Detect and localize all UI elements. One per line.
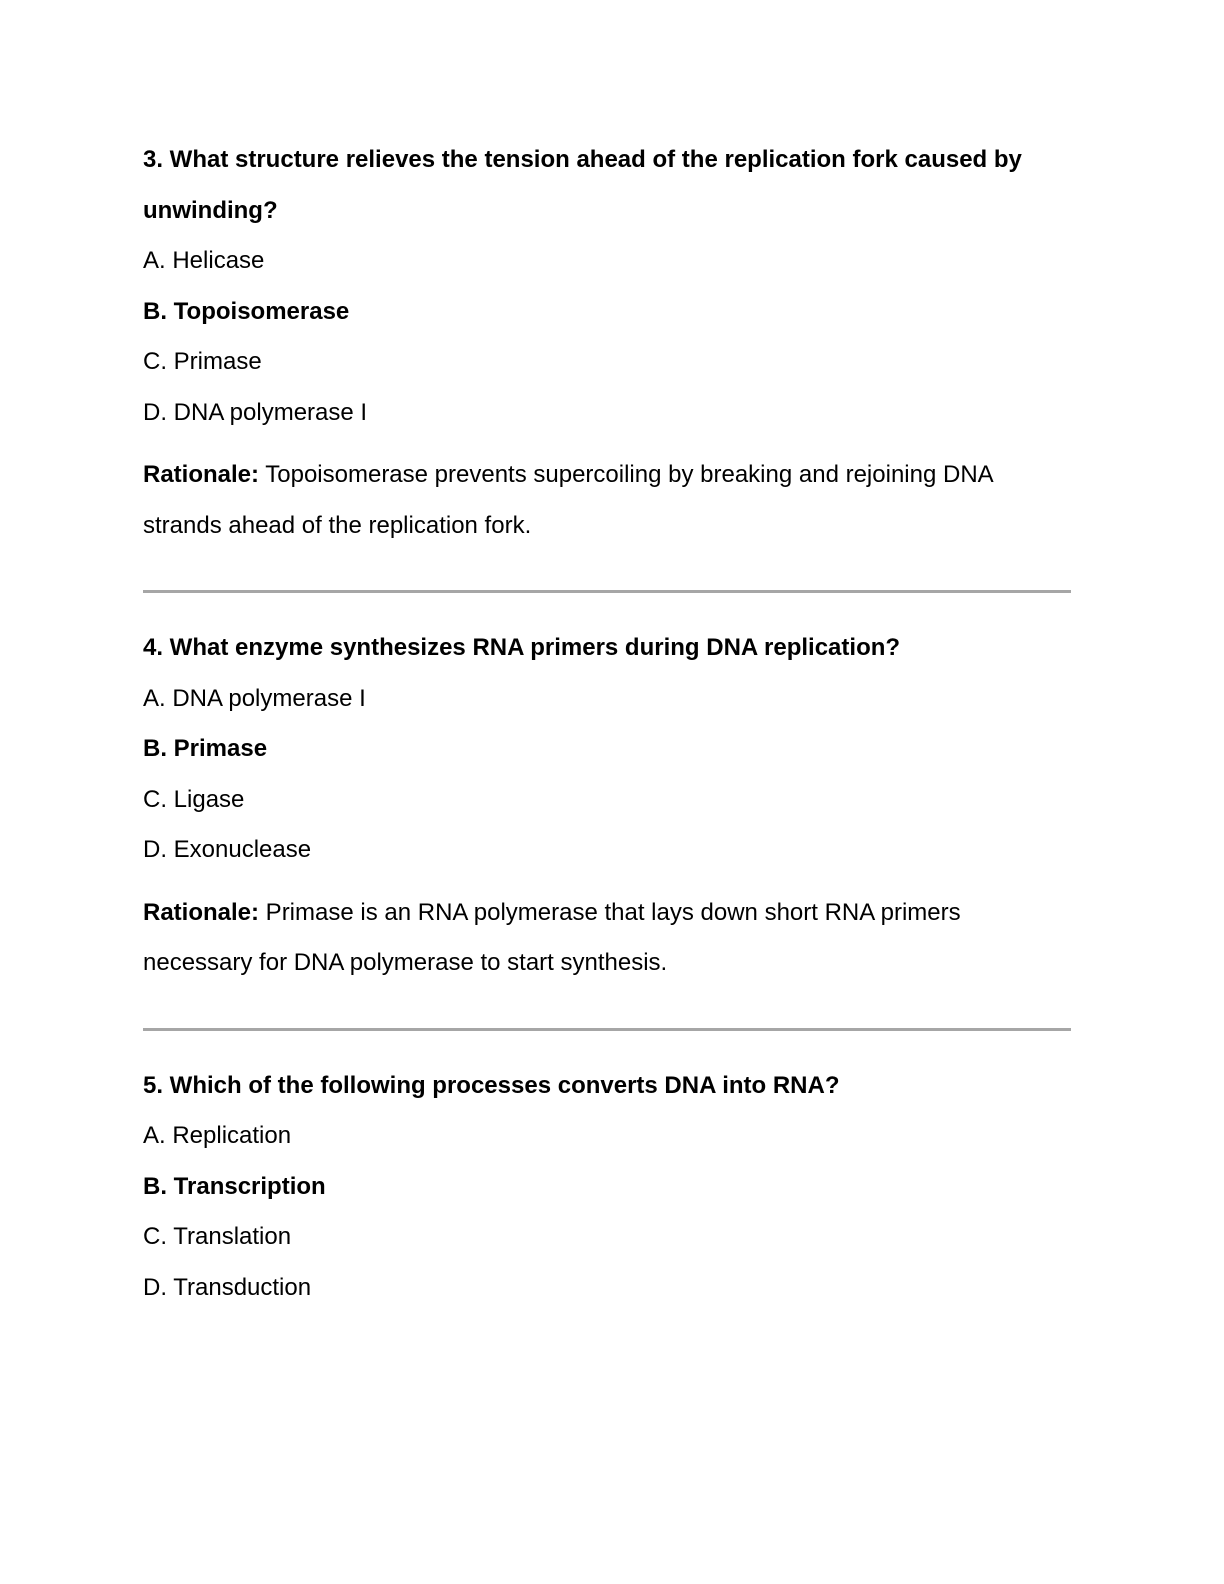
- answer-option: D. DNA polymerase I: [143, 398, 368, 426]
- question-text: 5. Which of the following processes converts DNA into RNA?: [143, 1071, 840, 1099]
- rationale-text: Topoisomerase prevents supercoiling by breaking and rejoining DNA strands ahead of the replication fork.: [143, 461, 993, 539]
- answer-option: C. Translation: [143, 1223, 292, 1250]
- rationale-label: Rationale:: [143, 898, 260, 926]
- answer-option: C. Ligase: [143, 785, 245, 813]
- section-divider: [143, 1028, 1071, 1031]
- answer-option-correct: B. Primase: [143, 735, 268, 762]
- rationale-label: Rationale:: [143, 461, 260, 488]
- answer-option-correct: B. Topoisomerase: [143, 297, 350, 325]
- question-text: 4. What enzyme synthesizes RNA primers during DNA replication?: [143, 634, 901, 661]
- rationale-text: Primase is an RNA polymerase that lays down short RNA primers necessary for DNA polymerase to start synthesis.: [143, 898, 961, 976]
- answer-option: C. Primase: [143, 348, 262, 375]
- question-block: [143, 623, 1071, 989]
- question-block: [143, 135, 1071, 551]
- section-divider: [143, 590, 1071, 593]
- answer-option: D. Transduction: [143, 1273, 312, 1301]
- quiz-content: [143, 135, 1071, 1313]
- answer-option: A. DNA polymerase I: [143, 684, 366, 712]
- answer-option-correct: B. Transcription: [143, 1172, 326, 1200]
- question-text: 3. What structure relieves the tension ahead of the replication fork caused by unwinding?: [143, 146, 1022, 224]
- answer-option: A. Replication: [143, 1122, 292, 1149]
- rationale: [143, 450, 1071, 551]
- answer-option: A. Helicase: [143, 247, 265, 274]
- question-block: [143, 1061, 1071, 1314]
- answer-option: D. Exonuclease: [143, 836, 312, 863]
- rationale: [143, 888, 1071, 989]
